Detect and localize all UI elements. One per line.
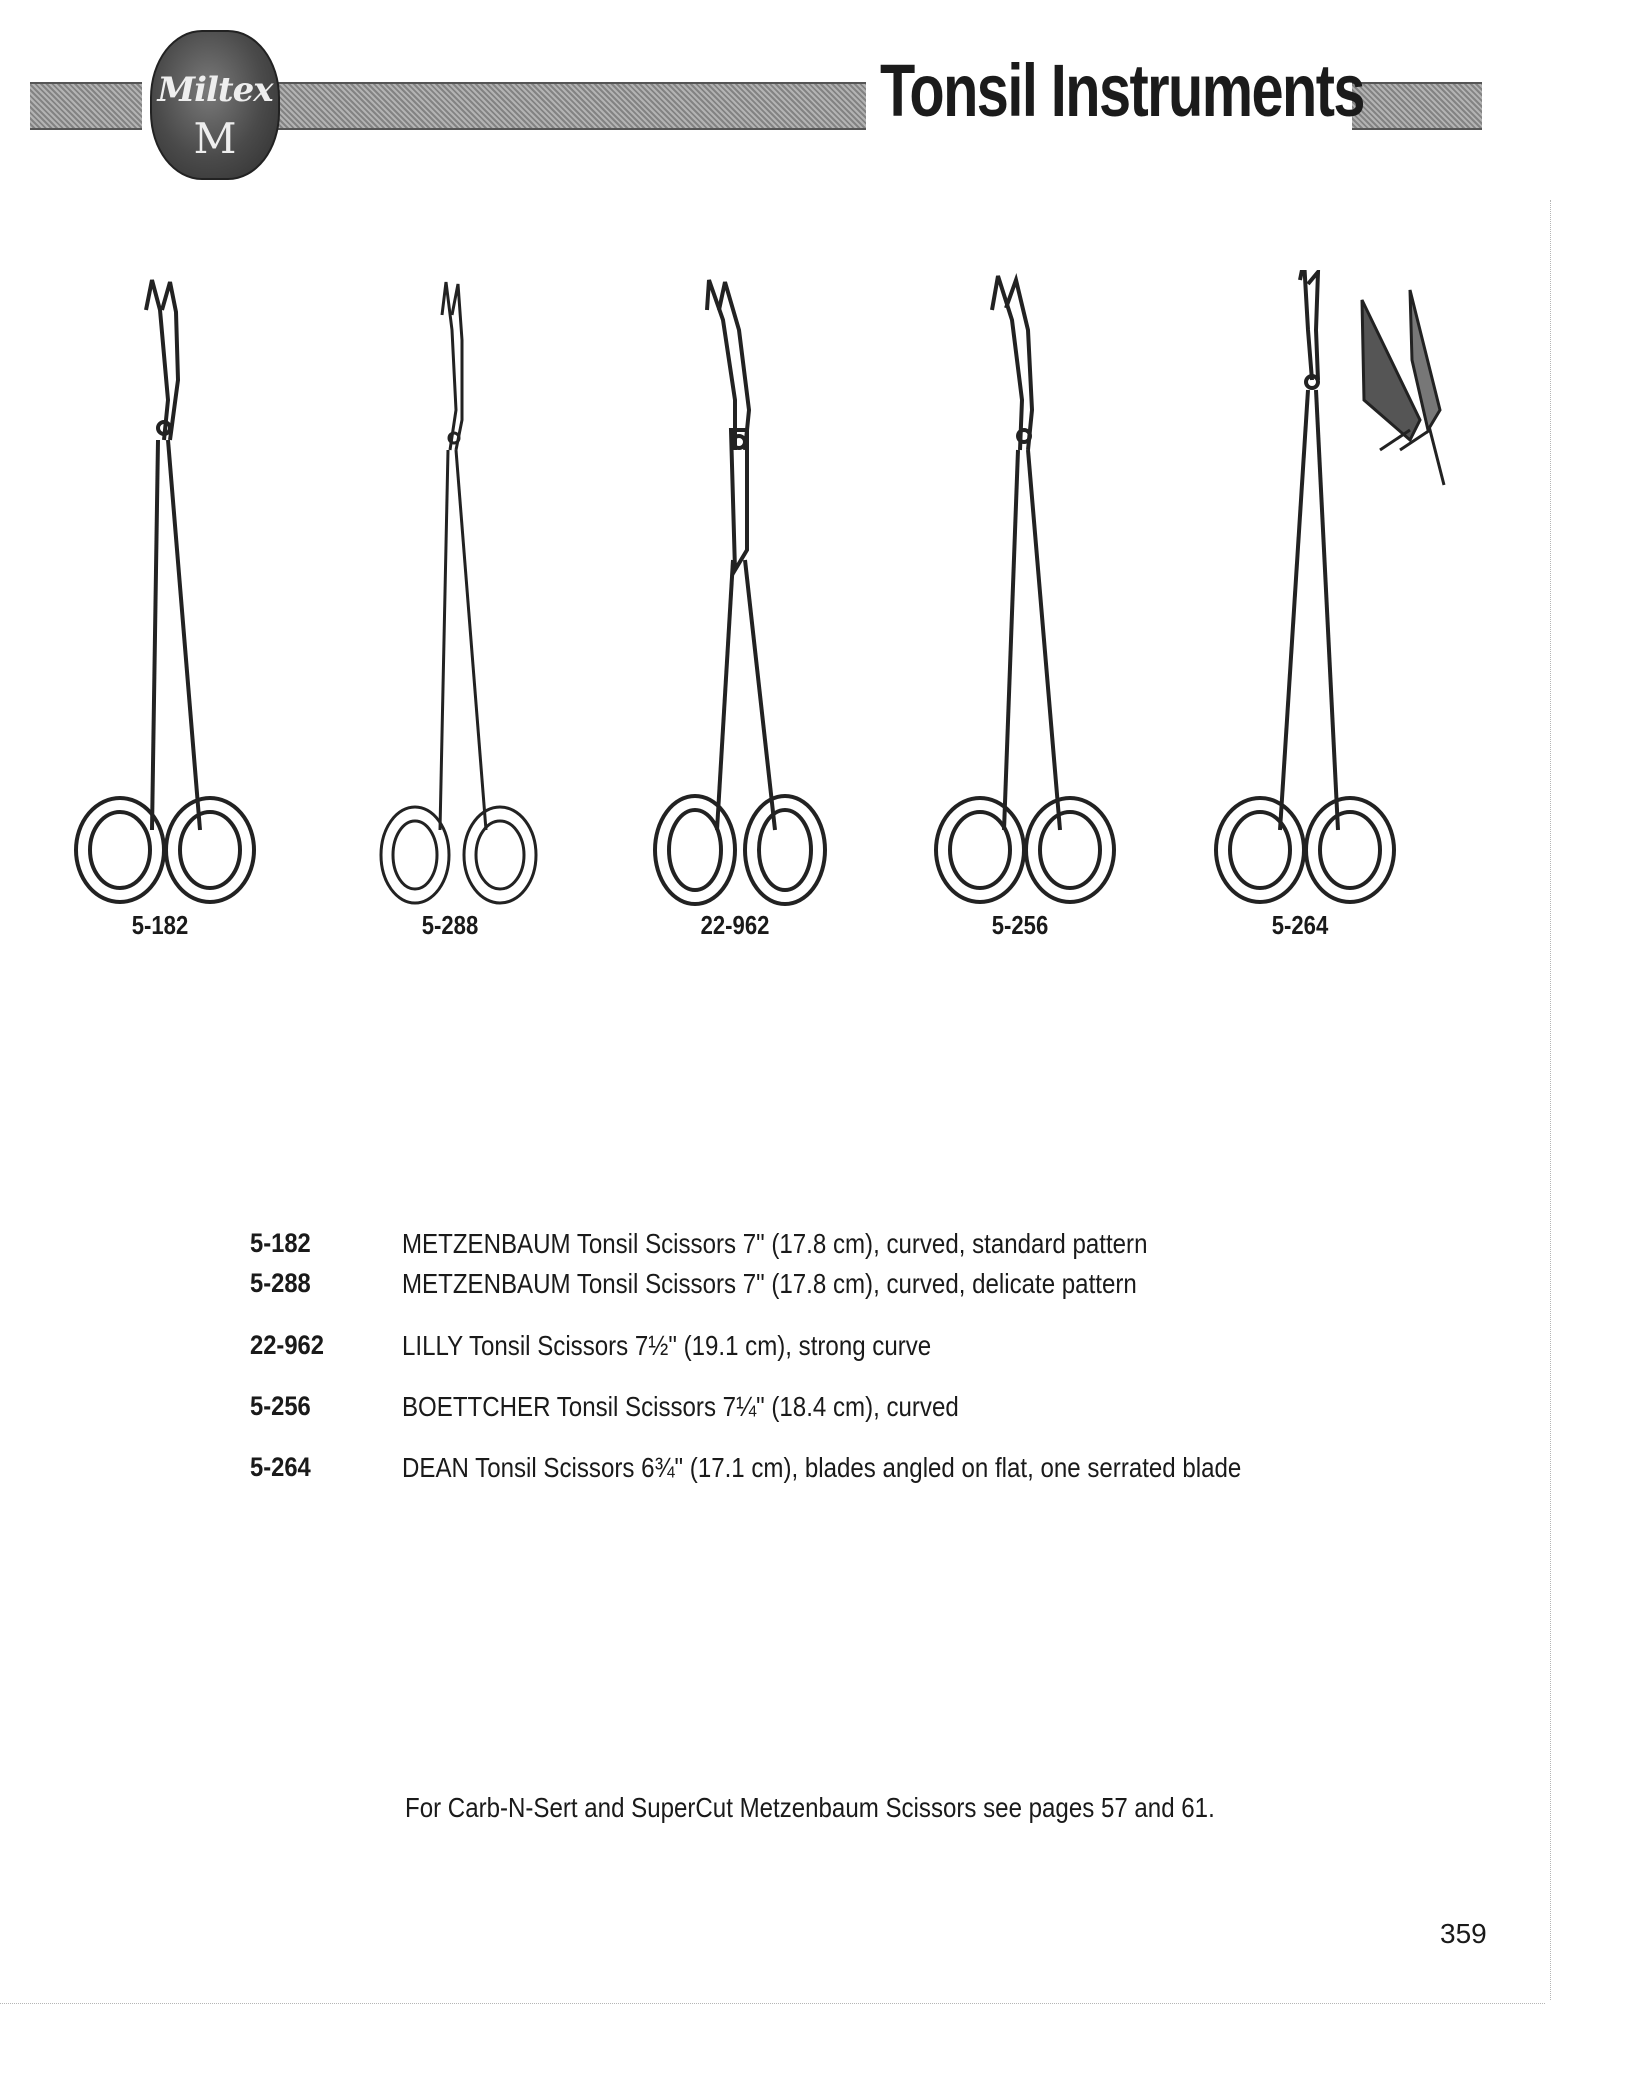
instrument-code-label: 5-182 (131, 910, 189, 940)
catalog-code: 5-256 (250, 1391, 311, 1421)
logo-script-text: Miltex (157, 70, 273, 110)
scissors-illustration-5-288 (350, 270, 550, 910)
catalog-code: 22-962 (250, 1330, 324, 1360)
page-title: Tonsil Instruments (880, 49, 1364, 132)
catalog-description: LILLY Tonsil Scissors 7½" (19.1 cm), strong curve (402, 1330, 932, 1361)
miltex-logo (150, 30, 280, 180)
catalog-code: 5-182 (250, 1228, 311, 1258)
catalog-description: METZENBAUM Tonsil Scissors 7" (17.8 cm), curved, standard pattern (402, 1228, 1148, 1259)
footnote: For Carb-N-Sert and SuperCut Metzenbaum Scissors see pages 57 and 61. (405, 1792, 1215, 1823)
instrument-code-label: 5-288 (421, 910, 479, 940)
catalog-description: DEAN Tonsil Scissors 6¾" (17.1 cm), blades angled on flat, one serrated blade (402, 1452, 1242, 1483)
scissors-illustration-5-182 (60, 270, 260, 910)
instrument-code-label: 5-256 (991, 910, 1049, 940)
scan-edge-line (1550, 200, 1551, 2000)
catalog-description: BOETTCHER Tonsil Scissors 7¼" (18.4 cm), curved (402, 1391, 959, 1422)
catalog-code: 5-288 (250, 1268, 311, 1298)
scissors-illustration-22-962 (635, 270, 835, 910)
scan-edge-line (0, 2003, 1545, 2004)
blade-detail-illustration (1350, 280, 1460, 490)
header-band-right (1352, 82, 1482, 130)
header-band-middle (278, 82, 866, 130)
scissors-illustration-5-256 (920, 270, 1120, 910)
catalog-description: METZENBAUM Tonsil Scissors 7" (17.8 cm), curved, delicate pattern (402, 1268, 1137, 1299)
logo-monogram: M (193, 114, 237, 163)
instrument-code-label: 5-264 (1271, 910, 1329, 940)
catalog-code: 5-264 (250, 1452, 311, 1482)
header-band-left (30, 82, 142, 130)
instrument-code-label: 22-962 (700, 910, 770, 940)
page-number: 359 (1440, 1918, 1487, 1949)
